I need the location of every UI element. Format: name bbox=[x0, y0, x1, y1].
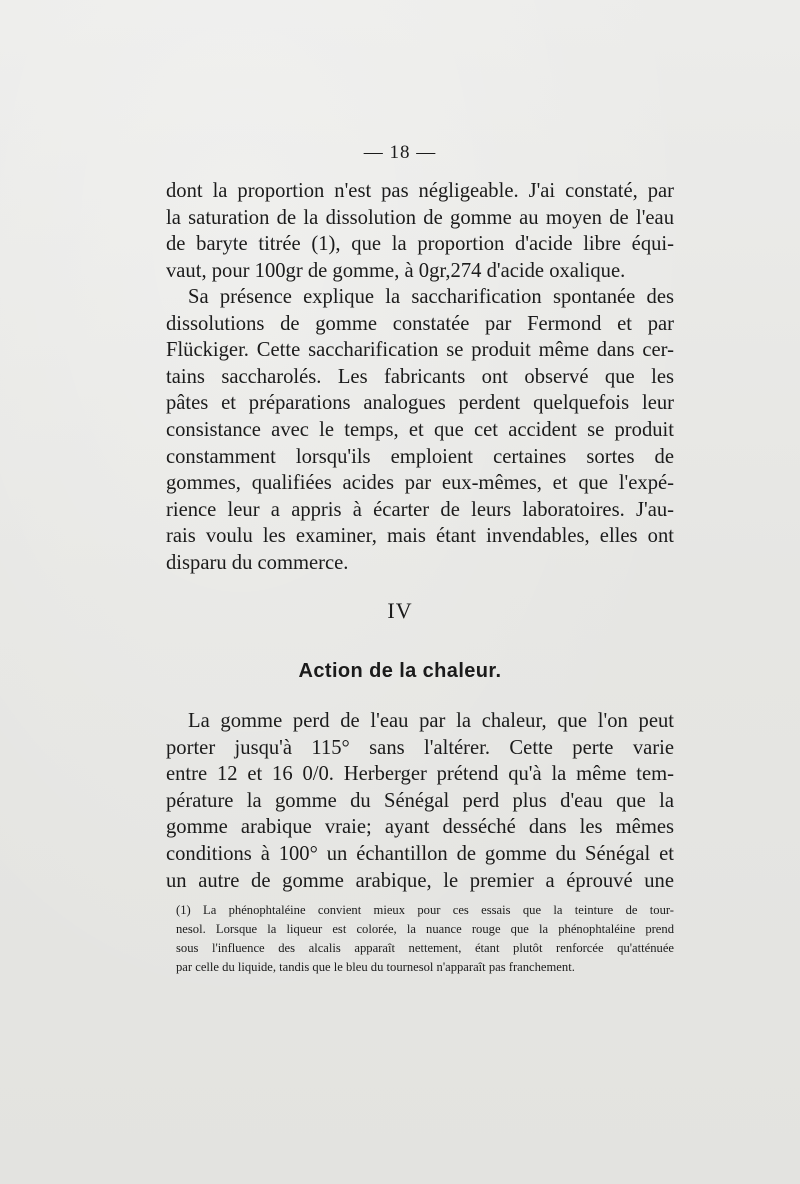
text-line: dissolutions de gomme constatée par Fermond et par bbox=[166, 312, 674, 335]
text-line: conditions à 100° un échantillon de gomme du Sénégal et bbox=[166, 842, 674, 865]
text-line: entre 12 et 16 0/0. Herberger prétend qu'à la même tem- bbox=[166, 763, 674, 786]
text-line: Sa présence explique la saccharification spontanée des bbox=[188, 286, 674, 308]
text-line: La gomme perd de l'eau par la chaleur, que l'on peut bbox=[188, 710, 674, 732]
text-line: de baryte titrée (1), que la proportion d'acide libre équi- bbox=[166, 233, 674, 256]
page-number: — 18 — bbox=[363, 142, 437, 163]
text-line: constamment lorsqu'ils emploient certaines sortes de bbox=[166, 445, 674, 468]
text-line: pâtes et préparations analogues perdent quelquefois leur bbox=[166, 392, 674, 415]
text-line: un autre de gomme arabique, le premier a éprouvé une bbox=[166, 869, 674, 892]
footnote bbox=[166, 901, 674, 977]
text-line: Flückiger. Cette saccharification se produit même dans cer- bbox=[166, 339, 674, 362]
text-line: pérature la gomme du Sénégal perd plus d'eau que la bbox=[166, 789, 674, 812]
footnote-line: nesol. Lorsque la liqueur est colorée, la nuance rouge que la phénophtaléine prend bbox=[176, 922, 674, 936]
text-line: consistance avec le temps, et que cet accident se produit bbox=[166, 418, 674, 441]
paragraph-saccharification bbox=[166, 284, 674, 577]
text-line: rience leur a appris à écarter de leurs laboratoires. J'au- bbox=[166, 498, 674, 521]
text-line: gomme arabique vraie; ayant desséché dans les mêmes bbox=[166, 816, 674, 839]
text-line: gommes, qualifiées acides par eux-mêmes, et que l'expé- bbox=[166, 472, 674, 495]
text-line: la saturation de la dissolution de gomme au moyen de l'eau bbox=[166, 206, 674, 229]
section-heading: Action de la chaleur. bbox=[298, 660, 502, 682]
section-numeral: IV bbox=[387, 598, 413, 623]
text-line: porter jusqu'à 115° sans l'altérer. Cette perte varie bbox=[166, 736, 674, 759]
text-line: dont la proportion n'est pas négligeable. J'ai constaté, par bbox=[166, 180, 674, 202]
footnote-line: par celle du liquide, tandis que le bleu du tournesol n'apparaît pas franchement. bbox=[176, 960, 575, 974]
footnote-line: sous l'influence des alcalis apparaît nettement, étant plutôt renforcée qu'atténuée bbox=[176, 941, 674, 955]
paragraph-heat-action bbox=[166, 708, 674, 894]
text-line: vaut, pour 100gr de gomme, à 0gr,274 d'acide oxalique. bbox=[166, 259, 626, 282]
text-line: rais voulu les examiner, mais étant invendables, elles ont bbox=[166, 525, 674, 548]
footnote-line: (1) La phénophtaléine convient mieux pour ces essais que la teinture de tour- bbox=[176, 903, 674, 917]
text-line: tains saccharolés. Les fabricants ont observé que les bbox=[166, 365, 674, 388]
text-line: disparu du commerce. bbox=[166, 551, 349, 574]
paragraph-continuation bbox=[166, 178, 674, 284]
